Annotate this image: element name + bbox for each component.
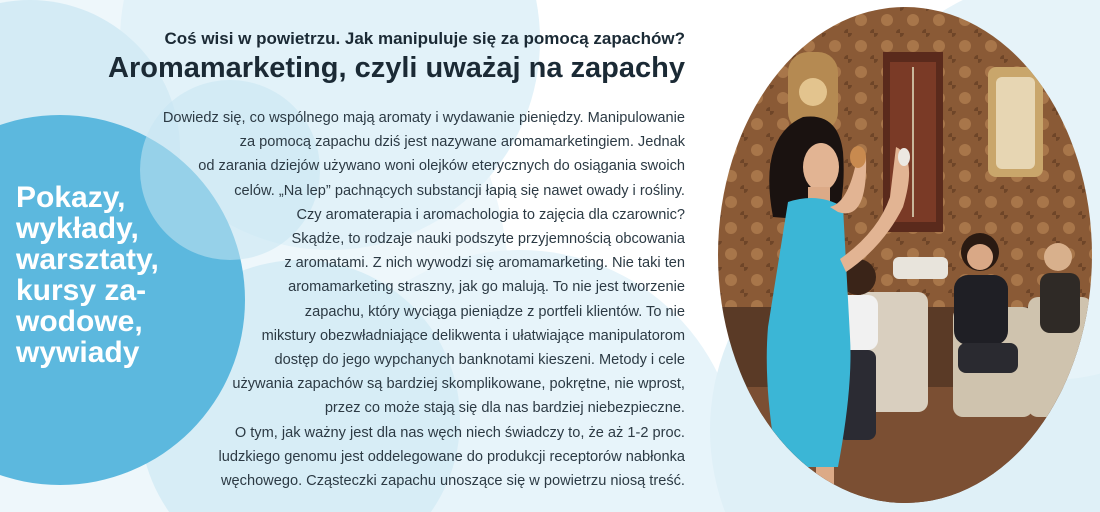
article-paragraph: O tym, jak ważny jest dla nas węch niech świadczy to, że aż 1-2 proc. ludzkiego genomu jest oddelegowane do produkcji receptorów nabłonka węchowego. Cząsteczki zapachu unoszące się w powietrzu niosą treść.	[218, 424, 685, 490]
article-paragraph: Dowiedz się, co wspólnego mają aromaty i wydawanie pieniędzy. Manipulowanie za pomocą zapachu dziś jest nazywane aromamarketingiem. Jednak od zarania dziejów używano woni olejków eterycznych do osiągania swoich celów. „Na lep” pachnących substancji łapią się nawet owady i rośliny. Czy aromaterapia i aromachologia to zajęcia dla czarownic? Skądże, to rodzaje nauki podszyte przyjemnością obcowania z aromatami. Z nich wywodzi się aromamarketing. Nie taki ten aromamarketing straszny, jak go malują. To nie jest tworzenie zapachu, który wyciąga pieniądze z portfeli klientów. To nie mikstury obezwładniające delikwenta i ułatwiające manipulatorom dostęp do jego wypchanych banknotami kieszeni. Metody i cele używania zapachów są bardziej skomplikowane, pokrętne, nie wprost, przez co może stają się dla nas bardziej niebezpieczne.	[162, 110, 685, 417]
workshop-photo	[718, 7, 1092, 503]
workshop-photo-illustration	[718, 7, 1092, 503]
article-body	[45, 106, 685, 493]
article-headline: Aromamarketing, czyli uważaj na zapachy	[108, 52, 685, 84]
side-panel-text: Pokazy, wykłady, warsztaty, kursy za- wodowe, wywiady	[16, 181, 159, 369]
article-kicker: Coś wisi w powietrzu. Jak manipuluje się za pomocą zapachów?	[164, 29, 685, 48]
